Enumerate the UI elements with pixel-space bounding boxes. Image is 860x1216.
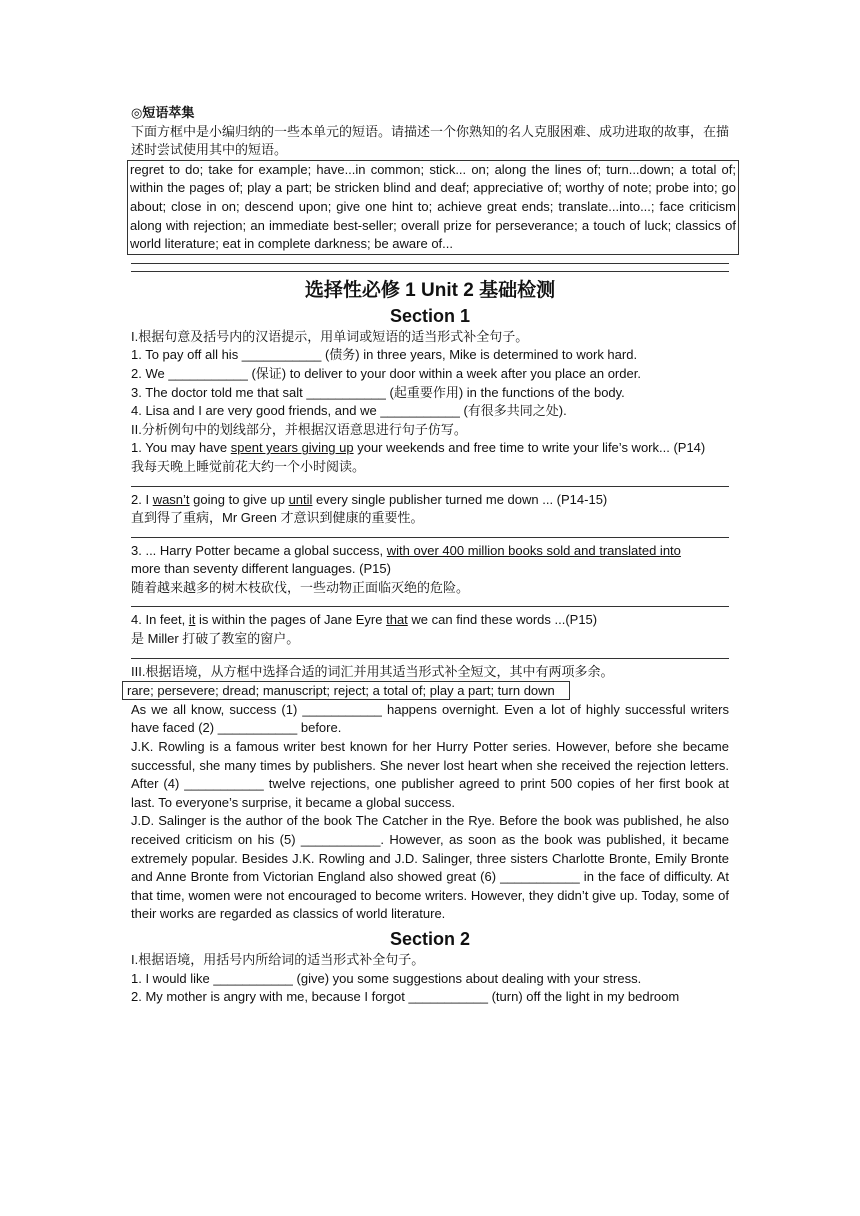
answer-line xyxy=(131,528,729,538)
underlined-word: it xyxy=(188,612,196,628)
underlined-phrase: with over 400 million books sold and translated into xyxy=(386,542,681,558)
s1-q4: 4. Lisa and I are very good friends, and we ___________ (有很多共同之处). xyxy=(131,403,567,419)
section-2-heading: Section 2 xyxy=(389,928,471,949)
s1-part1-instruction: I.根据句意及括号内的汉语提示，用单词或短语的适当形式补全句子。 xyxy=(131,328,529,344)
s1-part2-sentence-3-cont: more than seventy different languages. (P15) xyxy=(131,561,391,577)
s1-q2: 2. We ___________ (保证) to deliver to your door within a week after you place an order. xyxy=(131,365,641,381)
s1-part3-instruction: III.根据语境，从方框中选择合适的词汇并用其适当形式补全短文，其中有两项多余。 xyxy=(131,663,614,679)
section-1-heading: Section 1 xyxy=(389,305,471,326)
s1-part2-chinese-4: 是 Miller 打破了教室的窗户。 xyxy=(131,631,300,647)
s1-part2-instruction: II.分析例句中的划线部分，并根据汉语意思进行句子仿写。 xyxy=(131,421,467,437)
page-title: 选择性必修 1 Unit 2 基础检测 xyxy=(304,279,556,301)
underlined-word: that xyxy=(386,612,408,628)
s1-q3: 3. The doctor told me that salt ___________ (起重要作用) in the functions of the body. xyxy=(131,384,625,400)
s1-part2-chinese-3: 随着越来越多的树木枝砍伐，一些动物正面临灭绝的危险。 xyxy=(131,579,470,595)
s1-part2-sentence-1: 1. You may have spent years giving up your weekends and free time to write your life’s work... (P14) xyxy=(131,440,706,456)
phrase-collection-instruction: 下面方框中是小编归纳的一些本单元的短语。请描述一个你熟知的名人克服困难、成功进取的故事，在描述时尝试使用其中的短语。 xyxy=(131,123,730,158)
s1-part2-chinese-1: 我每天晚上睡觉前花大约一个小时阅读。 xyxy=(131,458,366,474)
answer-line xyxy=(131,271,729,272)
passage-paragraph-2: J.K. Rowling is a famous writer best known for her Hurry Potter series. However, before she became successful, she many times by publishers. She never lost heart when she received the rejection letters. After (4) ___________ twelve rejections, one publisher agreed to print 500 copies of her first book at last. To everyone’s surprise, it became a global success. xyxy=(131,739,729,810)
document-content xyxy=(127,104,736,1007)
phrase-collection-heading: ◎短语萃集 xyxy=(131,105,195,120)
answer-line xyxy=(131,477,729,487)
answer-line xyxy=(131,649,729,659)
passage-paragraph-1: As we all know, success (1) ___________ happens overnight. Even a lot of highly successful writers have faced (2) ___________ before. xyxy=(131,701,729,736)
s1-part2-chinese-2: 直到得了重病，Mr Green 才意识到健康的重要性。 xyxy=(131,510,424,526)
s1-part2-sentence-4: 4. In feet, it is within the pages of Jane Eyre that we can find these words ...(P15) xyxy=(131,612,598,628)
s2-q1: 1. I would like ___________ (give) you some suggestions about dealing with your stress. xyxy=(131,970,642,986)
s2-part1-instruction: I.根据语境，用括号内所给词的适当形式补全句子。 xyxy=(131,951,425,967)
passage-paragraph-3: J.D. Salinger is the author of the book The Catcher in the Rye. Before the book was published, he also received criticism on his (5) ___________. However, as soon as the book was published, it became extremely popular. Besides J.K. Rowling and J.D. Salinger, three sisters Charlotte Bronte, Emily Bronte and Anne Bronte from Victorian England also showed great (6) ___________ in the face of difficulty. At that time, women were not encouraged to become writers. However, they didn’t give up. Today, some of their works are regarded as classics of world literature. xyxy=(131,813,729,922)
underlined-phrase: until xyxy=(288,491,313,507)
answer-line xyxy=(131,597,729,607)
underlined-phrase: wasn’t xyxy=(152,491,190,507)
s1-part2-sentence-3: 3. ... Harry Potter became a global success, with over 400 million books sold and translated into xyxy=(131,542,681,558)
s1-q1: 1. To pay off all his ___________ (债务) in three years, Mike is determined to work hard. xyxy=(131,347,638,363)
word-box: rare; persevere; dread; manuscript; reject; a total of; play a part; turn down xyxy=(122,681,570,700)
s1-part2-sentence-2: 2. I wasn’t going to give up until every single publisher turned me down ... (P14-15) xyxy=(131,491,608,507)
phrase-box: regret to do; take for example; have...in common; stick... on; along the lines of; turn...down; a total of; within the pages of; play a part; be stricken blind and deaf; appreciative of; worthy of note; probe into; go about; close in on; descend upon; give one hint to; achieve great ends; translate...into...; face criticism along with rejection; an immediate best-seller; overall prize for perseverance; a touch of luck; classics of world literature; eat in complete darkness; be aware of... xyxy=(127,160,739,255)
answer-line xyxy=(131,263,729,264)
underlined-phrase: spent years giving up xyxy=(230,440,354,456)
s2-q2: 2. My mother is angry with me, because I forgot ___________ (turn) off the light in my bedroom xyxy=(131,989,680,1005)
